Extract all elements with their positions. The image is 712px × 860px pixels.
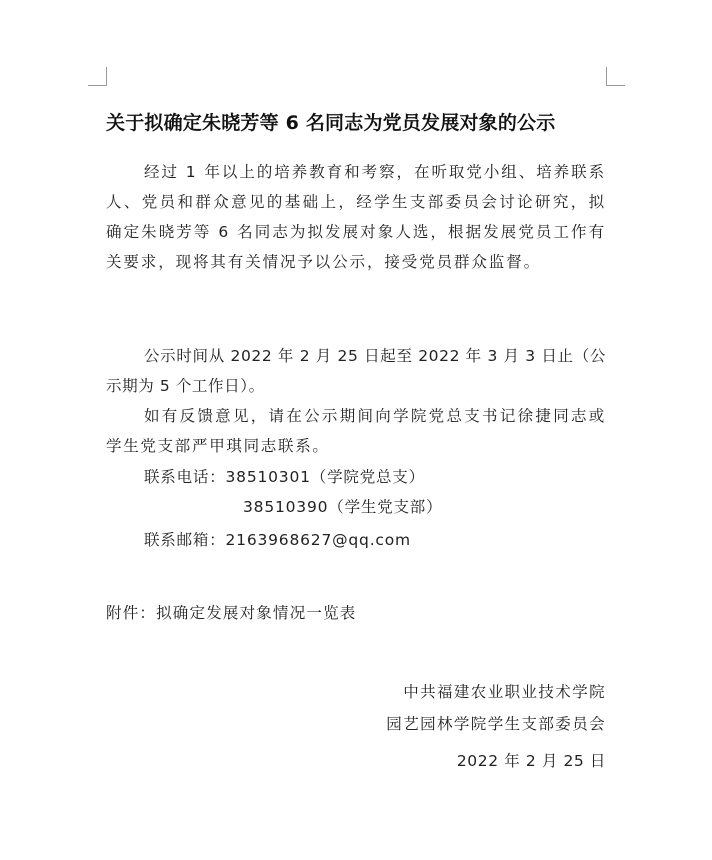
signature-organization-2: 园艺园林学院学生支部委员会 bbox=[386, 715, 606, 733]
attachment-line: 附件：拟确定发展对象情况一览表 bbox=[106, 604, 357, 622]
page-corner-mark-top-left bbox=[88, 67, 107, 86]
contact-phone-line-2: 38510390（学生党支部） bbox=[243, 498, 443, 516]
document-title: 关于拟确定朱晓芳等 6 名同志为党员发展对象的公示 bbox=[106, 112, 556, 134]
signature-organization-1: 中共福建农业职业技术学院 bbox=[403, 683, 606, 701]
body-paragraph-1: 经过 1 年以上的培养教育和考察，在听取党小组、培养联系人、党员和群众意见的基础上，经学生支部委员会讨论研究，拟确定朱晓芳等 6 名同志为拟发展对象人选，根据发展党员工作有关要求，现将其有关情况予以公示，接受党员群众监督。 bbox=[106, 163, 606, 271]
body-paragraph-3: 如有反馈意见，请在公示期间向学院党总支书记徐捷同志或学生党支部严甲琪同志联系。 bbox=[106, 407, 606, 455]
body-paragraph-2: 公示时间从 2022 年 2 月 25 日起至 2022 年 3 月 3 日止（公示期为 5 个工作日）。 bbox=[106, 347, 606, 395]
contact-phone-line-1: 联系电话：38510301（学院党总支） bbox=[144, 468, 425, 486]
contact-email-line: 联系邮箱：2163968627@qq.com bbox=[144, 531, 411, 549]
signature-date: 2022 年 2 月 25 日 bbox=[456, 752, 606, 770]
page-corner-mark-top-right bbox=[606, 67, 625, 86]
